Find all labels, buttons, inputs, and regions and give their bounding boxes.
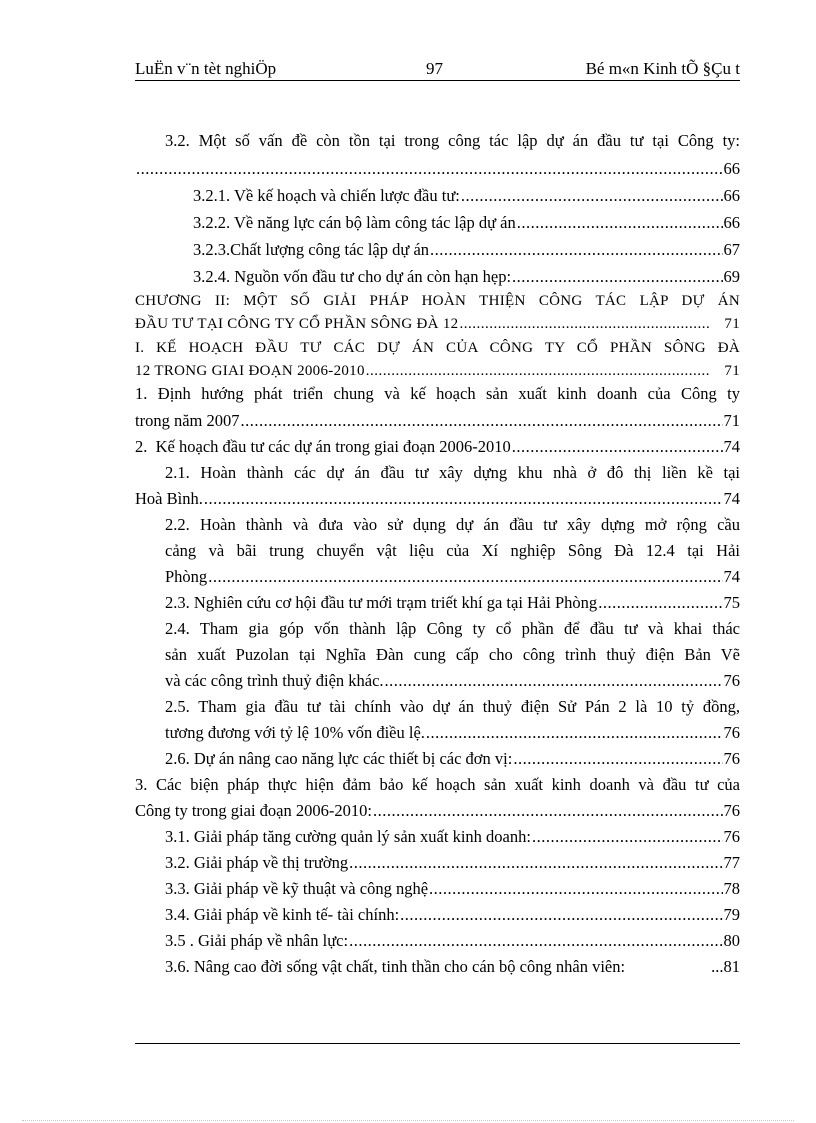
toc-entry-text: 3.2.2. Về năng lực cán bộ làm công tác lập dự án — [193, 213, 516, 232]
toc-entry-text: 2.3. Nghiên cứu cơ hội đầu tư mới trạm triết khí ga tại Hải Phòng — [165, 593, 598, 612]
dot-leader — [513, 746, 722, 772]
toc-page-number: 71 — [724, 316, 740, 332]
toc-page-number: 67 — [723, 240, 740, 259]
toc-entry-text: 3.2.1. Về kế hoạch và chiến lược đầu tư: — [193, 186, 460, 205]
toc-entry-text: 3.5 . Giải pháp về nhân lực: — [165, 931, 349, 950]
dot-leader — [385, 668, 723, 694]
toc-entry-3-6 — [165, 954, 740, 980]
header-thesis-label: LuËn v¨n tèt nghiÖp — [135, 59, 277, 78]
toc-entry-3-5 — [165, 928, 740, 954]
toc-entry-text: 2. Kế hoạch đầu tư các dự án trong giai đoạn 2006-2010 — [135, 437, 511, 456]
toc-entry-3-2-3 — [193, 237, 740, 263]
toc-page-number: 76 — [723, 801, 740, 820]
toc-page-number: 77 — [723, 853, 740, 872]
toc-entry-text: cảng và bãi trung chuyển vật liệu của Xí nghiệp Sông Đà 12.4 tại Hải — [165, 541, 740, 560]
dot-leader — [204, 486, 723, 512]
dot-leader — [373, 798, 723, 824]
dot-leader — [512, 264, 722, 290]
page-header — [135, 58, 740, 80]
toc-page-number: 79 — [723, 905, 740, 924]
dot-leader — [349, 850, 722, 876]
toc-entry-text: 2.4. Tham gia góp vốn thành lập Công ty cổ phần để đầu tư và khai thác — [165, 619, 740, 638]
toc-entry-2-1-line2 — [135, 486, 740, 512]
toc-entry-3-line2 — [135, 798, 740, 824]
toc-entry-3-2-line2 — [135, 156, 740, 182]
toc-entry-text: 3.2. Một số vấn đề còn tồn tại trong công tác lập dự án đầu tư tại Công ty: — [165, 131, 740, 150]
toc-entry-3-2-line1 — [165, 128, 740, 154]
toc-page-number: 66 — [723, 159, 740, 178]
toc-page-number: 78 — [723, 879, 740, 898]
toc-entry-2-5-line2 — [165, 720, 740, 746]
toc-page-number: 74 — [723, 567, 740, 586]
toc-entry-text: 3.2.4. Nguồn vốn đầu tư cho dự án còn hạn hẹp: — [193, 267, 512, 286]
toc-entry-text: CHƯƠNG II: MỘT SỐ GIẢI PHÁP HOÀN THIỆN CÔNG TÁC LẬP DỰ ÁN — [135, 293, 740, 309]
toc-entry-text: tương đương với tỷ lệ 10% vốn điều lệ. — [165, 723, 425, 742]
toc-entry-3-2-1 — [193, 183, 740, 209]
toc-page-number: 66 — [723, 186, 740, 205]
toc-entry-3-4 — [165, 902, 740, 928]
toc-entry-3-3 — [165, 876, 740, 902]
toc-entry-2-5-line1 — [165, 694, 740, 720]
toc-entry-2-2-line3 — [165, 564, 740, 590]
toc-entry-text: 3.2. Giải pháp về thị trường — [165, 853, 349, 872]
toc-entry-2-4-line1 — [165, 616, 740, 642]
page-bottom-dotted-border — [22, 1120, 794, 1121]
toc-entry-text: 3.1. Giải pháp tăng cường quản lý sản xuất kinh doanh: — [165, 827, 531, 846]
toc-page-number: 76 — [723, 749, 740, 768]
toc-entry-text: 3.6. Nâng cao đời sống vật chất, tinh thần cho cán bộ công nhân viên: — [165, 957, 626, 976]
dot-leader — [349, 928, 722, 954]
toc-ellipsis: ... — [711, 957, 724, 976]
toc-page-number: 76 — [723, 723, 740, 742]
dot-leader — [430, 237, 722, 263]
dot-leader — [426, 720, 723, 746]
toc-entry-text: 3. Các biện pháp thực hiện đảm bảo kế hoạch sản xuất kinh doanh và đầu tư của — [135, 775, 740, 794]
toc-entry-text: ĐẦU TƯ TẠI CÔNG TY CỔ PHẦN SÔNG ĐÀ 12 — [135, 316, 459, 332]
toc-entry-text: trong năm 2007 — [135, 411, 240, 430]
toc-entry-3-1 — [165, 824, 740, 850]
toc-page-number: 76 — [723, 671, 740, 690]
dot-leader — [532, 824, 723, 850]
toc-entry-text: và các công trình thuỷ điện khác. — [165, 671, 384, 690]
toc-entry-text: 1. Định hướng phát triển chung và kế hoạch sản xuất kinh doanh của Công ty — [135, 384, 740, 403]
toc-page-number: 66 — [723, 213, 740, 232]
dot-leader — [598, 590, 722, 616]
toc-entry-text: 2.1. Hoàn thành các dự án đầu tư xây dựng khu nhà ở đô thị liền kề tại — [165, 463, 740, 482]
toc-page-number: 74 — [723, 489, 740, 508]
toc-page-number: 76 — [723, 827, 740, 846]
toc-entry-2-2-line1 — [165, 512, 740, 538]
toc-entry-text: sản xuất Puzolan tại Nghĩa Đàn cung cấp cho công trình thuỷ điện Bản Vẽ — [165, 645, 740, 664]
toc-page-number: 75 — [723, 593, 740, 612]
toc-page-number: 69 — [723, 267, 740, 286]
toc-entry-text: 3.3. Giải pháp về kỹ thuật và công nghệ — [165, 879, 429, 898]
dot-leader — [208, 564, 722, 590]
dot-leader — [400, 902, 722, 928]
toc-page-number: 71 — [724, 363, 740, 379]
toc-entry-3-line1 — [135, 772, 740, 798]
dot-leader — [241, 408, 723, 434]
toc-entry-2-2-line2 — [165, 538, 740, 564]
toc-entry-3-2-2 — [193, 210, 740, 236]
toc-page-number: 81 — [723, 957, 740, 976]
toc-entry-text: 2.6. Dự án nâng cao năng lực các thiết bị các đơn vị: — [165, 749, 513, 768]
header-rule — [135, 80, 740, 81]
toc-entry-text: 2.2. Hoàn thành và đưa vào sử dụng dự án đầu tư xây dựng mở rộng cầu — [165, 515, 740, 534]
dot-leader — [459, 311, 709, 337]
toc-page-number: 74 — [723, 437, 740, 456]
toc-entry-text: 12 TRONG GIAI ĐOẠN 2006-2010 — [135, 363, 365, 379]
header-page-number: 97 — [426, 59, 443, 78]
toc-entry-text: 2.5. Tham gia đầu tư tài chính vào dự án thuỷ điện Sử Pán 2 là 10 tỷ đồng, — [165, 697, 740, 716]
dot-leader — [512, 434, 723, 460]
toc-entry-text: Hoà Bình. — [135, 489, 203, 508]
toc-page-number: 71 — [723, 411, 740, 430]
toc-chapter-2-line2 — [135, 311, 740, 337]
toc-entry-text: I. KẾ HOẠCH ĐẦU TƯ CÁC DỰ ÁN CỦA CÔNG TY CỔ PHẦN SÔNG ĐÀ — [135, 340, 740, 356]
footer-rule — [135, 1043, 740, 1044]
toc-entry-text: Công ty trong giai đoạn 2006-2010: — [135, 801, 372, 820]
toc-entry-3-2-4 — [193, 264, 740, 290]
toc-page-number: 80 — [723, 931, 740, 950]
toc-entry-2-6 — [165, 746, 740, 772]
dot-leader — [136, 156, 723, 182]
dot-leader — [517, 210, 723, 236]
header-department-label: Bé m«n Kinh tÕ §Çu t — [585, 59, 740, 78]
toc-entry-2-4-line2 — [165, 642, 740, 668]
dot-leader — [429, 876, 722, 902]
toc-entry-2-3 — [165, 590, 740, 616]
toc-entry-text: 3.2.3.Chất lượng công tác lập dự án — [193, 240, 430, 259]
toc-entry-1-line2 — [135, 408, 740, 434]
dot-leader — [461, 183, 723, 209]
toc-entry-text: Phòng — [165, 567, 208, 586]
toc-entry-2 — [135, 434, 740, 460]
toc-entry-text: 3.4. Giải pháp về kinh tế- tài chính: — [165, 905, 400, 924]
toc-entry-2-1-line1 — [165, 460, 740, 486]
toc-entry-1-line1 — [135, 381, 740, 407]
toc-entry-3-2b — [165, 850, 740, 876]
toc-entry-2-4-line3 — [165, 668, 740, 694]
